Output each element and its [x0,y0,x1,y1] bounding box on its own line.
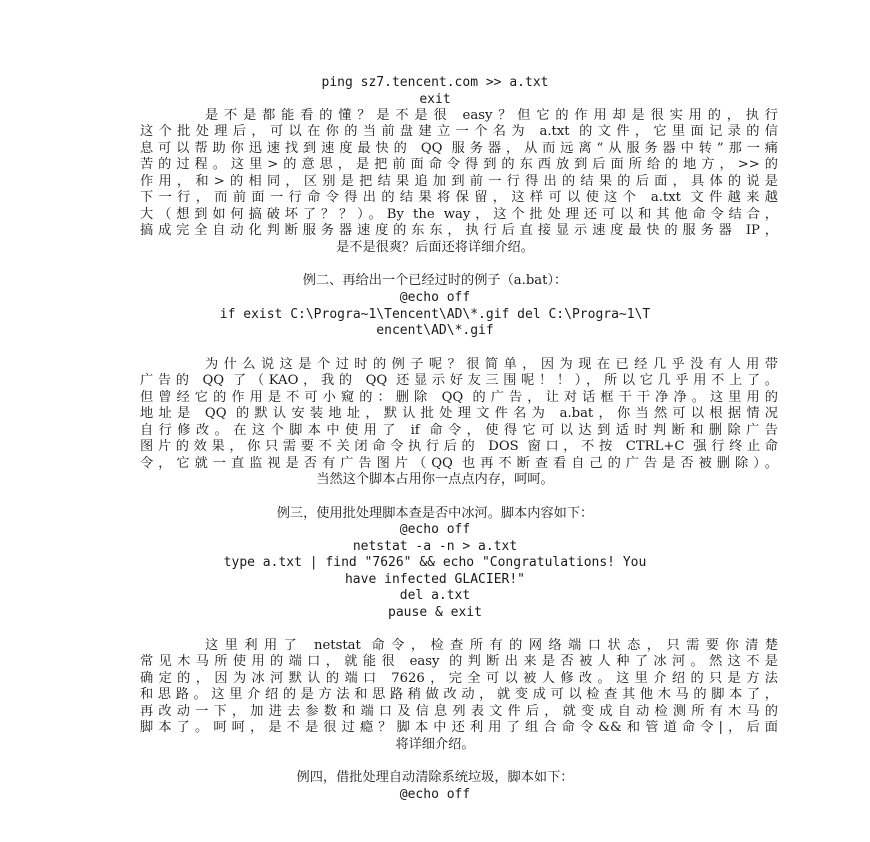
paragraph-line: 这里利用了 netstat 命令，检查所有的网络端口状态，只需要你清楚 [205,638,778,653]
paragraph-line: 大（想到如何搞破坏了？？）。By the way，这个批处理还可以和其他命令结合， [140,207,778,222]
paragraph-line: 搞成完全自动化判断服务器速度的东东，执行后直接显示速度最快的服务器 IP， [140,223,778,238]
paragraph-line: 令，它就一直监视是否有广告图片（QQ 也再不断查看自己的广告是否被删除）。 [140,456,778,471]
code-line: del a.txt [399,588,471,603]
paragraph-line: 和思路。这里介绍的是方法和思路稍做改动，就变成可以检查其他木马的脚本了， [140,687,778,702]
paragraph-line: 下一行，而前面一行命令得出的结果将保留，这样可以使这个 a.txt 文件越来越 [140,190,778,205]
code-line: type a.txt | find "7626" && echo "Congratulations! You [223,555,647,570]
example-heading: 例二、再给出一个已经过时的例子（a.bat）： [302,273,568,288]
paragraph-line: 常见木马所使用的端口，就能很 easy 的判断出来是否被人种了冰河。然这不是 [140,654,778,669]
paragraph-line: 是不是都能看的懂？是不是很 easy？但它的作用却是很实用的，执行 [205,108,778,123]
code-line: @echo off [399,787,471,802]
paragraph-line: 但曾经它的作用是不可小窥的：删除 QQ 的广告，让对话框干干净净。这里用的 [140,390,778,405]
paragraph-line: 广告的 QQ 了（KAO，我的 QQ 还显示好友三围呢！！），所以它几乎用不上了。 [140,373,778,388]
code-line: ping sz7.tencent.com >> a.txt [321,75,549,90]
paragraph-line: 是不是很爽？后面还将详细介绍。 [336,240,534,255]
paragraph-line: 当然这个脚本占用你一点点内存，呵呵。 [316,472,554,487]
paragraph-line: 自行修改。在这个脚本中使用了 if 命令，使得它可以达到适时判断和删除广告 [140,423,778,438]
code-line: netstat -a -n > a.txt [352,539,518,554]
code-line: pause & exit [388,605,482,620]
code-line: @echo off [399,522,471,537]
paragraph-line: 地址是 QQ 的默认安装地址，默认批处理文件名为 a.bat，你当然可以根据情况 [140,406,778,421]
paragraph-line: 为什么说这是个过时的例子呢？很简单，因为现在已经几乎没有人用带 [205,357,778,372]
paragraph-line: 息可以帮助你迅速找到速度最快的 QQ 服务器，从而远离“从服务器中转”那一痛 [140,141,778,156]
paragraph-line: 图片的效果，你只需要不关闭命令执行后的 DOS 窗口，不按 CTRL+C 强行终止命 [140,439,778,454]
code-line: @echo off [399,290,471,305]
example-heading: 例四，借批处理自动清除系统垃圾，脚本如下： [296,770,574,785]
paragraph-line: 苦的过程。这里>的意思，是把前面命令得到的东西放到后面所给的地方，>>的 [140,157,778,172]
paragraph-line: 再改动一下，加进去参数和端口及信息列表文件后，就变成自动检测所有木马的 [140,704,778,719]
paragraph-line: 这个批处理后，可以在你的当前盘建立一个名为 a.txt 的文件，它里面记录的信 [140,124,778,139]
code-line: encent\AD\*.gif [376,323,494,338]
code-line: have infected GLACIER!" [344,572,525,587]
paragraph-line: 将详细介绍。 [395,737,475,752]
paragraph-line: 确定的，因为冰河默认的端口 7626，完全可以被人修改。这里介绍的只是方法 [140,671,778,686]
code-line: if exist C:\Progra~1\Tencent\AD\*.gif del C:\Progra~1\T [219,307,651,322]
paragraph-line: 脚本了。呵呵，是不是很过瘾？脚本中还利用了组合命令&&和管道命令|，后面 [140,720,778,735]
code-line: exit [419,92,451,107]
paragraph-line: 作用，和>的相同，区别是把结果追加到前一行得出的结果的后面，具体的说是 [140,174,778,189]
example-heading: 例三，使用批处理脚本查是否中冰河。脚本内容如下： [276,506,594,521]
